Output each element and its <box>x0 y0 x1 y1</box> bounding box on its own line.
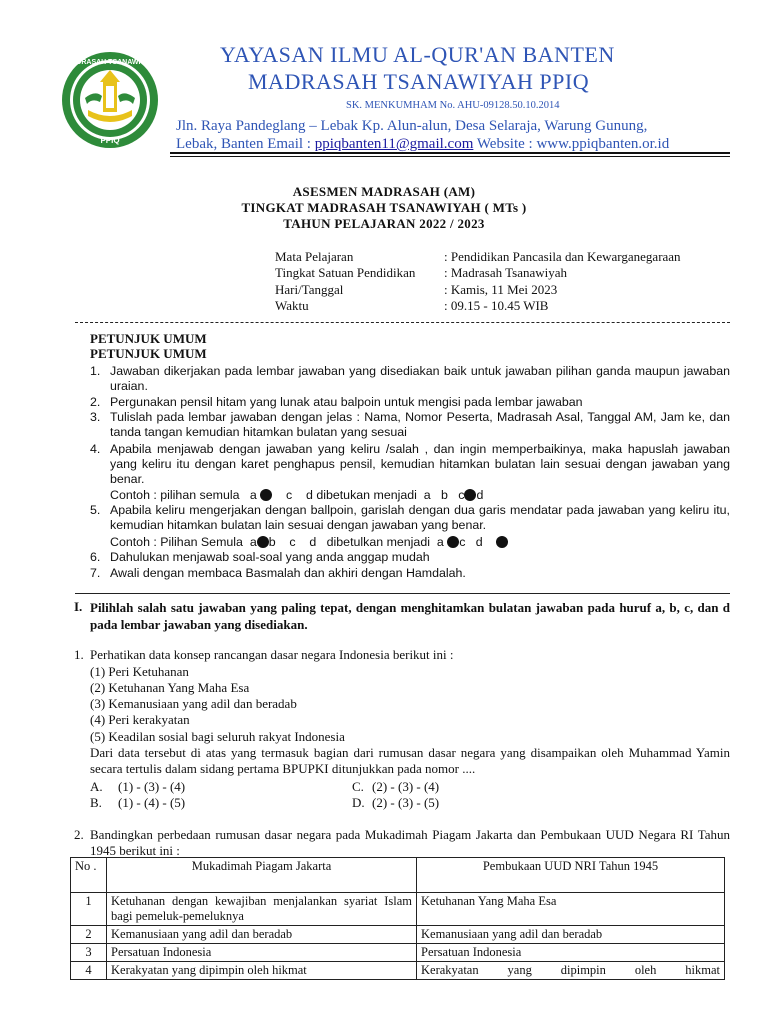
school-logo <box>60 50 160 150</box>
data-item: (4) Peri kerakyatan <box>90 712 190 727</box>
example-line-4: Contoh : pilihan semula a c d dibetukan menjadi a b c d <box>110 488 484 502</box>
meta-label: Waktu <box>275 298 309 313</box>
instructions-heading-duplicate: PETUNJUK UMUM <box>90 346 207 361</box>
exam-title-line2: TINGKAT MADRASAH TSANAWIYAH ( MTs ) <box>241 200 527 215</box>
address-prefix: Lebak, Banten Email : <box>176 136 315 152</box>
list-item: 3. Tulislah pada lembar jawaban dengan jelas : Nama, Nomor Peserta, Madrasah Asal, Tanggal AM, Jam ke, dan tanda tangan kemudian hitamkan bulatan yang sesuai <box>90 410 730 439</box>
exam-title-line3: TAHUN PELAJARAN 2022 / 2023 <box>283 216 485 231</box>
dashed-divider <box>75 322 730 323</box>
data-item: (5) Keadilan sosial bagi seluruh rakyat Indonesia <box>90 729 345 744</box>
list-item: 4. Apabila menjawab dengan jawaban yang keliru /salah , dan ingin memperbaikinya, maka hapuslah jawaban yang keliru itu dengan karet penghapus pensil, kemudian hitamkan bulatan lain sesuai dengan jawaban yang benar. <box>90 442 730 486</box>
question-text: Dari data tersebut di atas yang termasuk bagian dari rumusan dasar negara yang disampaikan oleh Muhammad Yamin secara tertulis dalam sidang pertama BPUPKI ditunjukkan pada nomor .... <box>90 745 730 776</box>
header-foundation-name: YAYASAN ILMU AL-QUR'AN BANTEN <box>220 42 615 67</box>
meta-value: : Kamis, 11 Mei 2023 <box>444 282 558 297</box>
filled-bubble-icon <box>447 536 459 548</box>
list-item: 5. Apabila keliru mengerjakan dengan ballpoin, garislah dengan dua garis mendatar pada jawaban yang keliru itu, kemudian hitamkan bulatan lain sesuai dengan jawaban yang benar. <box>90 503 730 532</box>
section-instruction: Pilihlah salah satu jawaban yang paling tepat, dengan menghitamkan bulatan jawaban pada huruf a, b, c, dan d pada lembar jawaban yang disediakan. <box>90 600 730 632</box>
option-key: B. <box>90 795 102 810</box>
instructions-heading: PETUNJUK UMUM <box>90 331 207 346</box>
header-address-line2 <box>176 136 669 153</box>
list-item: 6. Dahulukan menjawab soal-soal yang anda anggap mudah <box>90 550 430 564</box>
data-item: (2) Ketuhanan Yang Maha Esa <box>90 680 250 695</box>
column-header-no: No . <box>71 858 107 893</box>
table-row: 2 Kemanusiaan yang adil dan beradab Kemanusiaan yang adil dan beradab <box>71 926 725 944</box>
option-key: D. <box>352 795 365 810</box>
option-text: (1) - (4) - (5) <box>118 795 186 810</box>
filled-bubble-icon <box>260 489 272 501</box>
comparison-table <box>70 857 725 980</box>
header-sk-number: SK. MENKUMHAM No. AHU-09128.50.10.2014 <box>346 100 560 111</box>
meta-label: Mata Pelajaran <box>275 249 354 264</box>
logo-text-bottom: PPIQ <box>100 136 120 145</box>
header-school-name: MADRASAH TSANAWIYAH PPIQ <box>248 69 590 94</box>
column-header-uud: Pembukaan UUD NRI Tahun 1945 <box>417 858 725 893</box>
option-text: (2) - (3) - (5) <box>372 795 440 810</box>
table-row: 1 Ketuhanan dengan kewajiban menjalankan syariat Islam bagi pemeluk-pemeluknya Ketuhanan Yang Maha Esa <box>71 893 725 926</box>
question-number: 1. <box>74 647 84 662</box>
header-address-line1: Jln. Raya Pandeglang – Lebak Kp. Alun-alun, Desa Selaraja, Warung Gunung, <box>176 118 648 134</box>
header-divider-thick <box>170 152 730 154</box>
exam-title-line1: ASESMEN MADRASAH (AM) <box>292 184 476 199</box>
option-text: (1) - (3) - (4) <box>118 779 186 794</box>
email-link[interactable]: ppiqbanten11@gmail.com <box>314 136 474 152</box>
question-stem: Perhatikan data konsep rancangan dasar negara Indonesia berikut ini : <box>90 647 454 662</box>
meta-label: Hari/Tanggal <box>275 282 344 297</box>
question-number: 2. <box>74 827 84 842</box>
table-header-row <box>71 858 725 893</box>
data-item: (3) Kemanusiaan yang adil dan beradab <box>90 696 297 711</box>
filled-bubble-icon <box>496 536 508 548</box>
filled-bubble-icon <box>464 489 476 501</box>
meta-value: : 09.15 - 10.45 WIB <box>444 298 549 313</box>
option-key: C. <box>352 779 364 794</box>
question-stem: Bandingkan perbedaan rumusan dasar negara pada Mukadimah Piagam Jakarta dan Pembukaan UUD Negara RI Tahun 1945 berikut ini : <box>90 827 730 858</box>
list-item: 2. Pergunakan pensil hitam yang lunak atau balpoin untuk mengisi pada lembar jawaban <box>90 395 583 409</box>
column-header-piagam: Mukadimah Piagam Jakarta <box>107 858 417 893</box>
option-key: A. <box>90 779 103 794</box>
option-text: (2) - (3) - (4) <box>372 779 440 794</box>
section-divider <box>75 593 730 594</box>
table-row: 3 Persatuan Indonesia Persatuan Indonesia <box>71 944 725 962</box>
meta-value: : Madrasah Tsanawiyah <box>444 265 568 280</box>
meta-label: Tingkat Satuan Pendidikan <box>275 265 416 280</box>
header-divider-thin <box>170 156 730 157</box>
filled-bubble-icon <box>257 536 269 548</box>
data-item: (1) Peri Ketuhanan <box>90 664 189 679</box>
meta-value: : Pendidikan Pancasila dan Kewarganegaraan <box>444 249 681 264</box>
section-number: I. <box>74 599 83 614</box>
list-item: 1. Jawaban dikerjakan pada lembar jawaban yang disediakan baik untuk jawaban pilihan ganda maupun jawaban uraian. <box>90 364 730 393</box>
list-item: 7. Awali dengan membaca Basmalah dan akhiri dengan Hamdalah. <box>90 566 466 580</box>
table-row: 4 Kerakyatan yang dipimpin oleh hikmat Kerakyatan yang dipimpin oleh hikmat <box>71 962 725 980</box>
logo-text-top: MADRASAH TSANAWIYAH <box>65 59 155 66</box>
website-text: Website : www.ppiqbanten.or.id <box>473 136 670 152</box>
example-line-5: Contoh : Pilihan Semula a b c d dibetulkan menjadi a c d <box>110 535 508 550</box>
